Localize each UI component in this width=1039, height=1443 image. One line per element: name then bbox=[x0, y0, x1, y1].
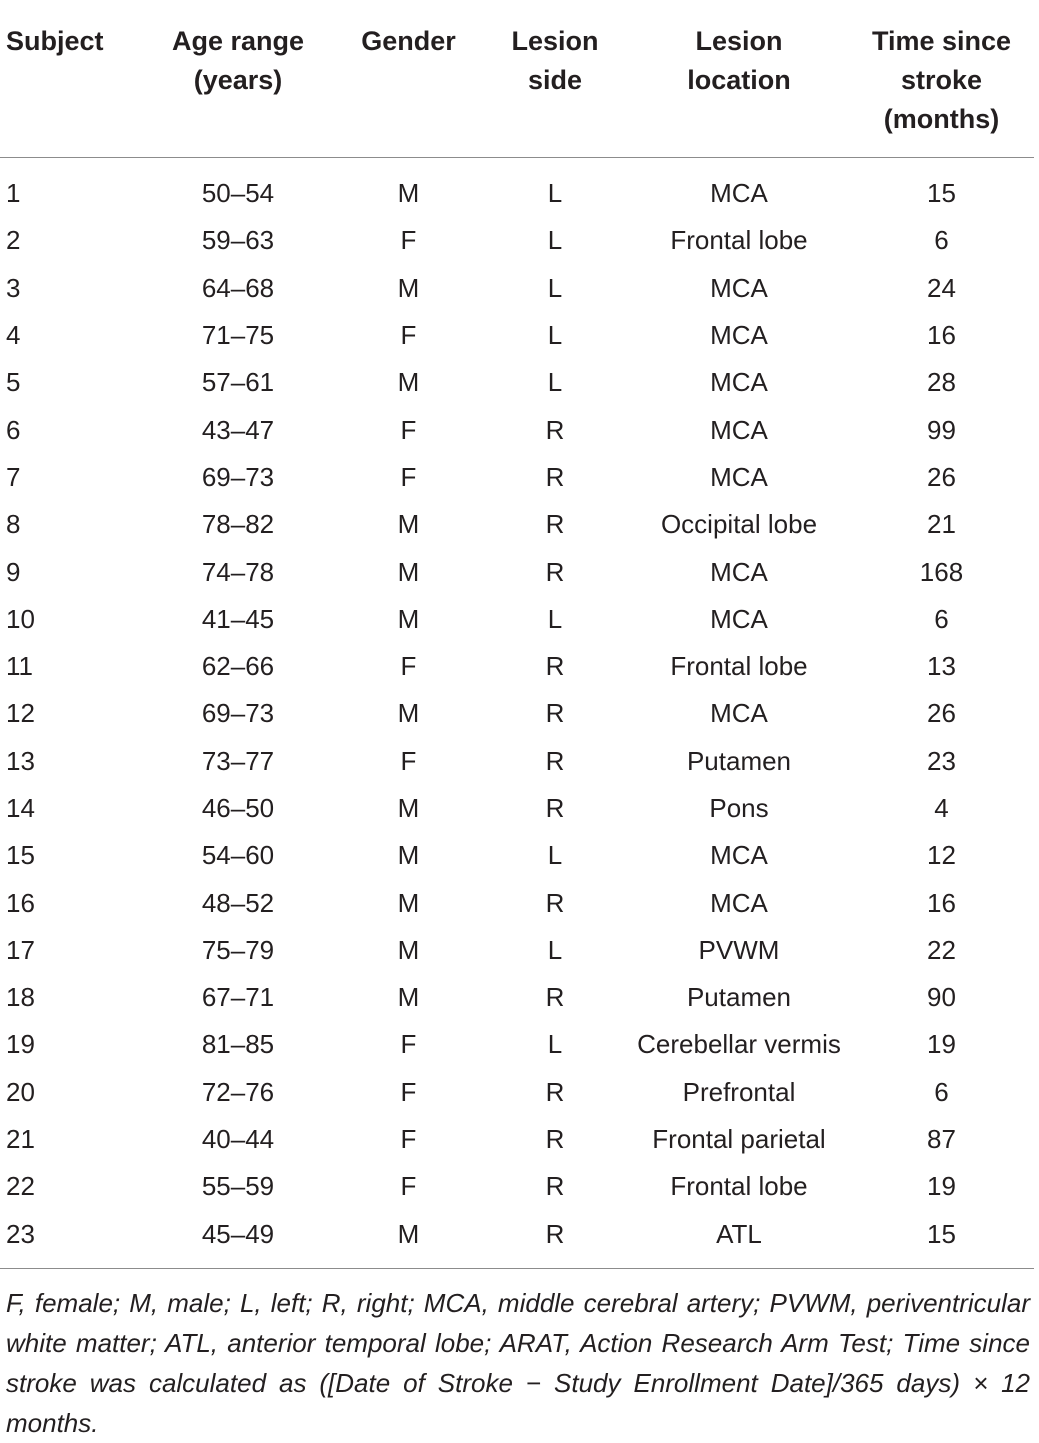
table-cell: 3 bbox=[6, 272, 21, 303]
table-row bbox=[0, 1163, 1034, 1210]
table-cell: R bbox=[545, 509, 565, 540]
table-row bbox=[0, 1069, 1034, 1116]
table-cell: Putamen bbox=[686, 745, 792, 776]
table-cell: 9 bbox=[6, 556, 21, 587]
table-cell: 71–75 bbox=[201, 320, 275, 351]
table-cell: R bbox=[545, 556, 565, 587]
table-cell: L bbox=[547, 178, 563, 209]
table-cell: MCA bbox=[710, 603, 768, 634]
table-cell: 74–78 bbox=[201, 556, 275, 587]
table-cell: Frontal lobe bbox=[670, 1171, 808, 1202]
table-cell: MCA bbox=[710, 840, 768, 871]
column-header-line: Lesion bbox=[695, 26, 783, 56]
column-header-line: side bbox=[527, 65, 583, 95]
table-cell: 6 bbox=[934, 603, 949, 634]
table-cell: M bbox=[397, 509, 420, 540]
table-row bbox=[0, 879, 1034, 926]
table-cell: 5 bbox=[6, 367, 21, 398]
table-cell: M bbox=[397, 556, 420, 587]
table-row bbox=[0, 832, 1034, 879]
table-cell: 81–85 bbox=[201, 1029, 275, 1060]
table-row bbox=[0, 406, 1034, 453]
table-cell: 168 bbox=[919, 556, 964, 587]
table-cell: 78–82 bbox=[201, 509, 275, 540]
column-header bbox=[481, 0, 629, 158]
table-cell: M bbox=[397, 840, 420, 871]
table-cell: 19 bbox=[927, 1029, 956, 1060]
column-header bbox=[140, 0, 336, 158]
table-cell: 1 bbox=[6, 178, 21, 209]
table-row bbox=[0, 454, 1034, 501]
table-row bbox=[0, 548, 1034, 595]
table-row bbox=[0, 643, 1034, 690]
table-cell: MCA bbox=[710, 698, 768, 729]
table-cell: L bbox=[547, 225, 563, 256]
table-cell: 8 bbox=[6, 509, 21, 540]
table-cell: 10 bbox=[6, 603, 35, 634]
table-cell: 2 bbox=[6, 225, 21, 256]
table-cell: 12 bbox=[6, 698, 35, 729]
table-cell: 50–54 bbox=[201, 178, 275, 209]
table-cell: 43–47 bbox=[201, 414, 275, 445]
table-cell: 67–71 bbox=[201, 982, 275, 1013]
table-cell: 23 bbox=[6, 1218, 35, 1249]
table-cell: 22 bbox=[927, 934, 956, 965]
table-cell: PVWM bbox=[698, 934, 780, 965]
column-header-line: location bbox=[687, 65, 791, 95]
table-cell: F bbox=[400, 1171, 417, 1202]
column-header-line: Subject bbox=[6, 26, 104, 56]
table-cell: 21 bbox=[6, 1124, 35, 1155]
table-cell: 59–63 bbox=[201, 225, 275, 256]
table-cell: 4 bbox=[6, 320, 21, 351]
column-header bbox=[629, 0, 849, 158]
table-cell: M bbox=[397, 367, 420, 398]
column-header-line: Time since bbox=[871, 26, 1012, 56]
table-cell: 48–52 bbox=[201, 887, 275, 918]
table-cell: 11 bbox=[6, 651, 33, 682]
table-cell: Prefrontal bbox=[682, 1076, 796, 1107]
table-cell: L bbox=[547, 1029, 563, 1060]
table-cell: 87 bbox=[927, 1124, 956, 1155]
table-cell: ATL bbox=[716, 1218, 762, 1249]
table-cell: Occipital lobe bbox=[660, 509, 818, 540]
column-header-line: (months) bbox=[883, 104, 1000, 134]
table-row bbox=[0, 927, 1034, 974]
table-cell: 90 bbox=[927, 982, 956, 1013]
table-row bbox=[0, 738, 1034, 785]
table-footnote: F, female; M, male; L, left; R, right; MCA, middle cerebral artery; PVWM, periventricular white matter; ATL, anterior temporal lobe; ARAT, Action Research Arm Test; Time since stroke was calculated as ([Date of Stroke − Study Enrollment Date]/365 days) × 12 months. bbox=[6, 1287, 1030, 1438]
table-cell: F bbox=[400, 461, 417, 492]
table-cell: 18 bbox=[6, 982, 35, 1013]
table-row bbox=[0, 785, 1034, 832]
table-cell: R bbox=[545, 698, 565, 729]
table-cell: 28 bbox=[927, 367, 956, 398]
table-cell: L bbox=[547, 934, 563, 965]
table-row bbox=[0, 1021, 1034, 1068]
table-cell: 23 bbox=[927, 745, 956, 776]
table-cell: 62–66 bbox=[201, 651, 275, 682]
table-cell: F bbox=[400, 1124, 417, 1155]
table-cell: MCA bbox=[710, 367, 768, 398]
table-cell: 16 bbox=[6, 887, 35, 918]
table-cell: 4 bbox=[934, 793, 949, 823]
table-cell: 16 bbox=[927, 887, 956, 918]
table-cell: 72–76 bbox=[201, 1076, 275, 1107]
table-cell: Putamen bbox=[686, 982, 792, 1013]
table-cell: L bbox=[547, 272, 563, 303]
table-cell: 75–79 bbox=[201, 934, 275, 965]
table-cell: R bbox=[545, 1218, 565, 1249]
table-cell: F bbox=[400, 1029, 417, 1060]
table-cell: F bbox=[400, 414, 417, 445]
table-cell: Frontal lobe bbox=[670, 651, 808, 682]
table-row bbox=[0, 596, 1034, 643]
table-row bbox=[0, 265, 1034, 312]
table-cell: M bbox=[397, 1218, 420, 1249]
table-cell: M bbox=[397, 887, 420, 918]
table-cell: F bbox=[400, 225, 417, 256]
table-row bbox=[0, 359, 1034, 406]
table-cell: F bbox=[400, 651, 417, 682]
column-header bbox=[849, 0, 1034, 158]
table-body bbox=[0, 158, 1034, 1268]
table-cell: M bbox=[397, 603, 420, 634]
column-header bbox=[0, 0, 140, 158]
table-cell: 41–45 bbox=[201, 603, 275, 634]
table-cell: Frontal parietal bbox=[652, 1124, 826, 1155]
column-header-line: (years) bbox=[193, 65, 283, 95]
table-cell: 57–61 bbox=[201, 367, 275, 398]
table-cell: 15 bbox=[927, 1218, 956, 1249]
table-cell: R bbox=[545, 1124, 565, 1155]
table-cell: R bbox=[545, 414, 565, 445]
table-cell: 6 bbox=[934, 1076, 949, 1107]
table-cell: 12 bbox=[927, 840, 956, 871]
table-cell: R bbox=[545, 793, 565, 823]
table-cell: 24 bbox=[927, 272, 956, 303]
table-row bbox=[0, 312, 1034, 359]
table-cell: 6 bbox=[6, 414, 21, 445]
table-cell: 20 bbox=[6, 1076, 35, 1107]
table-cell: MCA bbox=[710, 320, 768, 351]
table-cell: M bbox=[397, 272, 420, 303]
column-header-line: Age range bbox=[171, 26, 305, 56]
table-cell: 19 bbox=[6, 1029, 35, 1060]
column-header-line: Lesion bbox=[511, 26, 599, 56]
table-cell: 55–59 bbox=[201, 1171, 275, 1202]
table-cell: MCA bbox=[710, 887, 768, 918]
table-cell: 13 bbox=[6, 745, 35, 776]
table-cell: M bbox=[397, 793, 420, 823]
table-cell: F bbox=[400, 320, 417, 351]
table-cell: 21 bbox=[927, 509, 956, 540]
table-cell: R bbox=[545, 745, 565, 776]
table-cell: F bbox=[400, 745, 417, 776]
table-row bbox=[0, 1211, 1034, 1268]
table-cell: F bbox=[400, 1076, 417, 1107]
table-cell: R bbox=[545, 887, 565, 918]
table-cell: 40–44 bbox=[201, 1124, 275, 1155]
table-cell: R bbox=[545, 461, 565, 492]
table-cell: R bbox=[545, 1076, 565, 1107]
table-cell: 16 bbox=[927, 320, 956, 351]
table-cell: 46–50 bbox=[201, 793, 275, 823]
table-cell: Pons bbox=[709, 793, 769, 823]
table-cell: L bbox=[547, 840, 563, 871]
table-cell: 54–60 bbox=[201, 840, 275, 871]
table-cell: MCA bbox=[710, 414, 768, 445]
table-cell: 13 bbox=[927, 651, 956, 682]
table-cell: 73–77 bbox=[201, 745, 275, 776]
table-row bbox=[0, 501, 1034, 548]
table-cell: 69–73 bbox=[201, 461, 275, 492]
table-cell: 19 bbox=[927, 1171, 956, 1202]
table-cell: MCA bbox=[710, 556, 768, 587]
table-cell: R bbox=[545, 651, 565, 682]
table-row bbox=[0, 1116, 1034, 1163]
table-cell: M bbox=[397, 698, 420, 729]
column-header bbox=[336, 0, 481, 158]
table-cell: Frontal lobe bbox=[670, 225, 808, 256]
table-row bbox=[0, 158, 1034, 218]
header-row bbox=[0, 0, 1034, 158]
table-cell: 7 bbox=[6, 461, 21, 492]
table-cell: L bbox=[547, 603, 563, 634]
table-cell: 99 bbox=[927, 414, 956, 445]
table-cell: 14 bbox=[6, 793, 35, 823]
table-cell: M bbox=[397, 934, 420, 965]
table-row bbox=[0, 974, 1034, 1021]
table-cell: 15 bbox=[927, 178, 956, 209]
table-cell: L bbox=[547, 320, 563, 351]
table-cell: MCA bbox=[710, 461, 768, 492]
table-cell: 45–49 bbox=[201, 1218, 275, 1249]
column-header-line: stroke bbox=[900, 65, 983, 95]
table-cell: 17 bbox=[6, 934, 35, 965]
table-cell: MCA bbox=[710, 272, 768, 303]
table-cell: R bbox=[545, 1171, 565, 1202]
table-cell: 64–68 bbox=[201, 272, 275, 303]
table-row bbox=[0, 690, 1034, 737]
table-cell: L bbox=[547, 367, 563, 398]
table-cell: 15 bbox=[6, 840, 35, 871]
table-cell: Cerebellar vermis bbox=[637, 1029, 841, 1060]
table-cell: 6 bbox=[934, 225, 949, 256]
table-cell: 26 bbox=[927, 461, 956, 492]
table-cell: MCA bbox=[710, 178, 768, 209]
table-cell: 69–73 bbox=[201, 698, 275, 729]
table-row bbox=[0, 217, 1034, 264]
table-header bbox=[0, 0, 1034, 158]
table-cell: R bbox=[545, 982, 565, 1013]
table-cell: 26 bbox=[927, 698, 956, 729]
table-cell: 22 bbox=[6, 1171, 35, 1202]
table-cell: M bbox=[397, 982, 420, 1013]
table-cell: M bbox=[397, 178, 420, 209]
column-header-line: Gender bbox=[361, 26, 456, 56]
